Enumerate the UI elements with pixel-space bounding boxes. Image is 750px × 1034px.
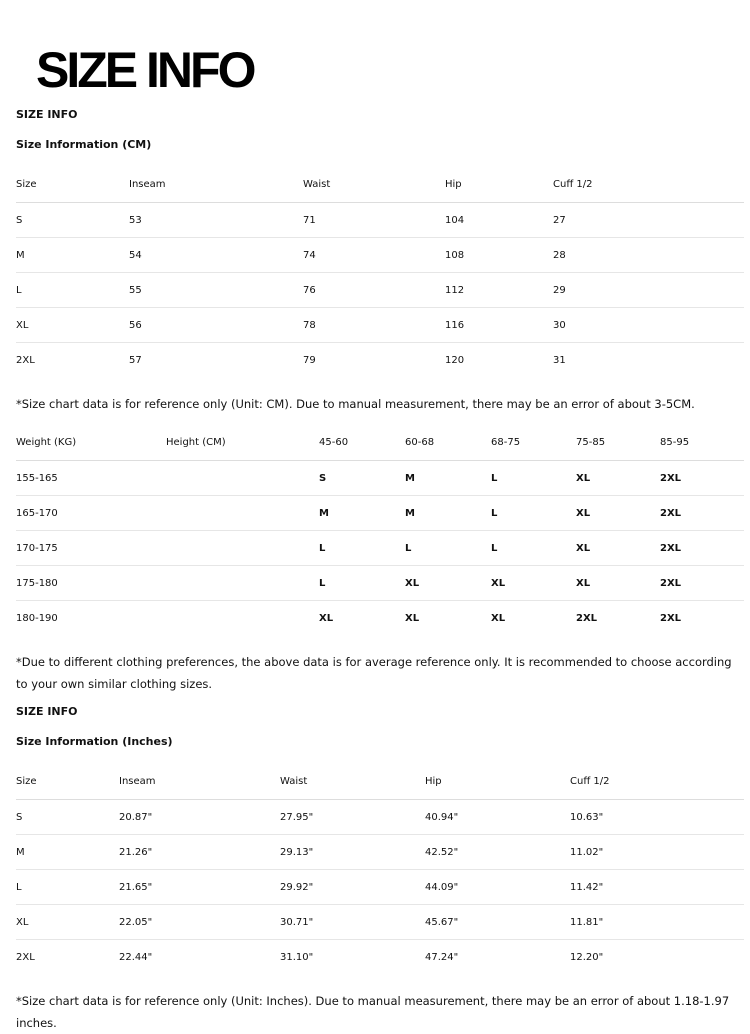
table-row: [16, 308, 744, 343]
table-header-row: [16, 764, 744, 800]
table-cell: M: [405, 496, 491, 531]
column-header: Hip: [425, 764, 570, 800]
table-row: [16, 496, 744, 531]
table-cell: 112: [445, 273, 553, 308]
column-header: Weight (KG): [16, 425, 166, 461]
table-cell: 10.63": [570, 800, 744, 835]
table-cell: 104: [445, 203, 553, 238]
table-cell: S: [16, 203, 129, 238]
table-cell: 170-175: [16, 531, 166, 566]
table-cell: 11.81": [570, 905, 744, 940]
table-cell: XL: [319, 612, 334, 624]
table-cell: 57: [129, 354, 142, 366]
table-cell: 74: [303, 238, 445, 273]
table-cell: 29: [553, 273, 744, 308]
table-cell: 11.02": [570, 835, 744, 870]
table-row: [16, 800, 744, 835]
table-row: [16, 238, 744, 273]
table-row: [16, 940, 744, 975]
table-cell: 2XL: [576, 612, 598, 624]
table-cell: 47.24": [425, 951, 459, 963]
table-cell: L: [16, 273, 129, 308]
table-row: [16, 905, 744, 940]
table-cell: S: [319, 461, 405, 496]
table-row: [16, 461, 744, 496]
table-cell: L: [319, 566, 405, 601]
table-cell: 2XL: [16, 354, 35, 366]
table-cell: [166, 531, 319, 566]
table-cell: 30.71": [280, 905, 425, 940]
table-cell: L: [491, 496, 576, 531]
table-row: [16, 273, 744, 308]
table-row: [16, 601, 744, 636]
table-cell: 2XL: [660, 461, 744, 496]
table-row: [16, 343, 744, 378]
table-cell: XL: [405, 612, 420, 624]
table-row: [16, 870, 744, 905]
section-label-cm: SIZE INFO: [16, 108, 78, 121]
table-cell: 78: [303, 308, 445, 343]
column-header: 85-95: [660, 425, 744, 461]
column-header: Waist: [280, 764, 425, 800]
column-header: 68-75: [491, 425, 576, 461]
table-cell: 42.52": [425, 835, 570, 870]
table-cell: 108: [445, 238, 553, 273]
table-cell: XL: [405, 566, 491, 601]
table-cell: [166, 601, 319, 636]
table-cell: XL: [491, 612, 506, 624]
table-cell: 55: [129, 273, 303, 308]
table-cell: [166, 461, 319, 496]
column-header: Cuff 1/2: [553, 167, 744, 203]
table-cell: 2XL: [660, 566, 744, 601]
table-cell: 44.09": [425, 870, 570, 905]
table-cell: 2XL: [660, 531, 744, 566]
size-table-inches: [16, 764, 744, 974]
table-cell: M: [405, 461, 491, 496]
table-cell: 53: [129, 203, 303, 238]
column-header: Waist: [303, 167, 445, 203]
table-cell: L: [491, 461, 576, 496]
size-table-cm: [16, 167, 744, 377]
table-cell: 165-170: [16, 496, 166, 531]
table-cell: 29.13": [280, 835, 425, 870]
table-cell: 30: [553, 308, 744, 343]
table-cell: XL: [576, 566, 660, 601]
table-header-row: [16, 425, 744, 461]
table-cell: 20.87": [119, 800, 280, 835]
table-cell: M: [16, 238, 129, 273]
table-cell: 54: [129, 238, 303, 273]
table-cell: 79: [303, 354, 316, 366]
table-cell: M: [16, 835, 119, 870]
table-header-row: [16, 167, 744, 203]
page-title: SIZE INFO: [36, 42, 254, 98]
table-cell: XL: [16, 308, 129, 343]
table-cell: 2XL: [660, 612, 682, 624]
column-header: 45-60: [319, 425, 405, 461]
table-row: [16, 203, 744, 238]
column-header: Cuff 1/2: [570, 764, 744, 800]
column-header: 60-68: [405, 425, 491, 461]
table-cell: XL: [16, 905, 119, 940]
table-cell: L: [491, 531, 576, 566]
table-row: [16, 531, 744, 566]
table-cell: 28: [553, 238, 744, 273]
table-cell: XL: [576, 461, 660, 496]
section-subtitle-cm: Size Information (CM): [16, 138, 152, 151]
table-cell: 11.42": [570, 870, 744, 905]
table-cell: 71: [303, 203, 445, 238]
column-header: 75-85: [576, 425, 660, 461]
table-cell: L: [16, 870, 119, 905]
column-header: Height (CM): [166, 425, 319, 461]
table-row: [16, 566, 744, 601]
column-header: Inseam: [119, 764, 280, 800]
table-cell: 31.10": [280, 951, 314, 963]
table-cell: 56: [129, 308, 303, 343]
table-cell: 2XL: [16, 951, 35, 963]
table-cell: 76: [303, 273, 445, 308]
table-cell: M: [319, 496, 405, 531]
table-cell: 2XL: [660, 496, 744, 531]
table-cell: 155-165: [16, 461, 166, 496]
table-cell: XL: [576, 531, 660, 566]
table-cell: XL: [576, 496, 660, 531]
table-cell: 22.44": [119, 951, 153, 963]
table-cell: 29.92": [280, 870, 425, 905]
column-header: Size: [16, 764, 119, 800]
table-cell: XL: [491, 566, 576, 601]
column-header: Inseam: [129, 167, 303, 203]
note-preference: *Due to different clothing preferences, the above data is for average reference only. It is recommended to choose according to your own similar clothing sizes.: [16, 655, 732, 691]
table-cell: 40.94": [425, 800, 570, 835]
table-cell: [166, 496, 319, 531]
table-row: [16, 835, 744, 870]
table-cell: 21.26": [119, 835, 280, 870]
section-label-inches: SIZE INFO: [16, 705, 78, 718]
table-cell: 180-190: [16, 612, 58, 624]
table-cell: 27.95": [280, 800, 425, 835]
table-cell: L: [319, 531, 405, 566]
table-cell: 120: [445, 354, 465, 366]
table-cell: 22.05": [119, 905, 280, 940]
table-cell: 21.65": [119, 870, 280, 905]
note-cm: *Size chart data is for reference only (Unit: CM). Due to manual measurement, there may be an error of about 3-5CM.: [16, 397, 695, 411]
table-cell: [166, 566, 319, 601]
column-header: Hip: [445, 167, 553, 203]
table-cell: 12.20": [570, 951, 604, 963]
table-cell: 31: [553, 354, 566, 366]
table-cell: 175-180: [16, 566, 166, 601]
table-cell: S: [16, 800, 119, 835]
table-cell: 116: [445, 308, 553, 343]
table-cell: L: [405, 531, 491, 566]
note-inches: *Size chart data is for reference only (Unit: Inches). Due to manual measurement, there may be an error of about 1.18-1.97 inches.: [16, 994, 730, 1030]
weight-height-table: [16, 425, 744, 635]
section-subtitle-inches: Size Information (Inches): [16, 735, 173, 748]
table-cell: 45.67": [425, 905, 570, 940]
table-cell: 27: [553, 203, 744, 238]
column-header: Size: [16, 167, 129, 203]
